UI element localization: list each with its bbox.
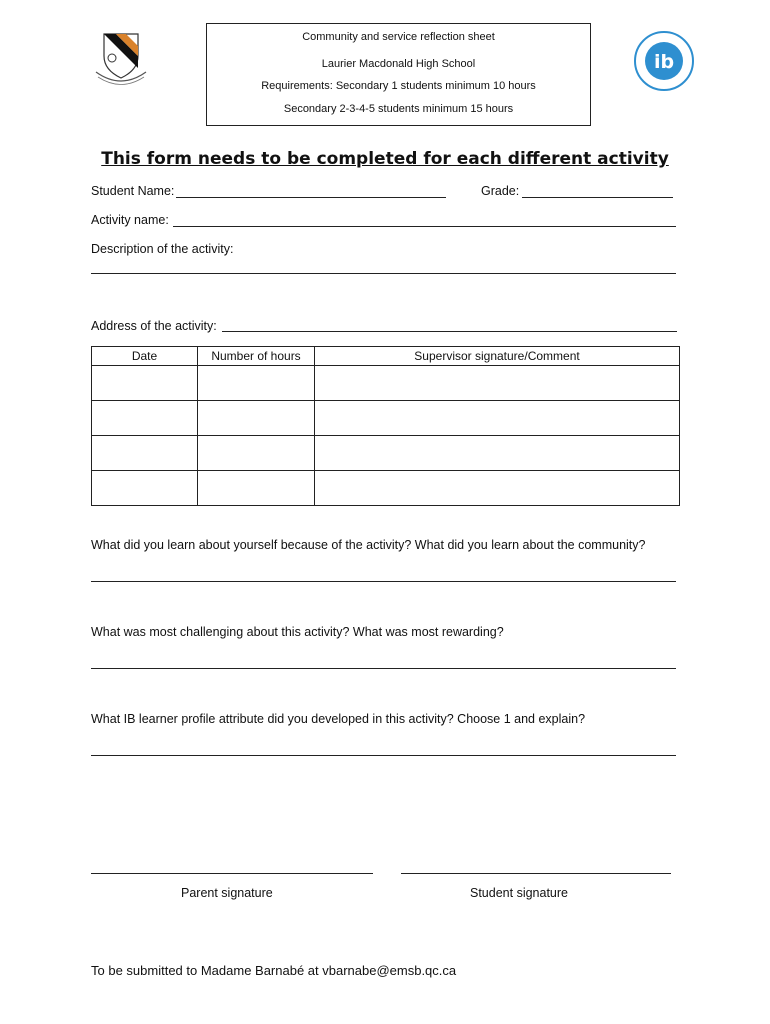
supervisor-cell[interactable] [315,401,680,436]
date-cell[interactable] [92,471,198,506]
date-cell[interactable] [92,401,198,436]
supervisor-cell[interactable] [315,436,680,471]
grade-line[interactable] [522,197,673,198]
description-label: Description of the activity: [91,242,234,256]
answer-learn-line[interactable] [91,581,676,582]
header-title: Community and service reflection sheet [302,31,495,43]
question-challenging: What was most challenging about this activity? What was most rewarding? [91,625,504,639]
student-name-line[interactable] [176,197,446,198]
student-signature-line[interactable] [401,873,671,874]
table-row [92,436,680,471]
requirement-secondary-2-5: Secondary 2-3-4-5 students minimum 15 hours [283,103,514,115]
question-learn: What did you learn about yourself because of the activity? What did you learn about the community? [91,538,646,552]
question-ib-attribute: What IB learner profile attribute did you developed in this activity? Choose 1 and explain? [91,712,586,726]
table-row [92,366,680,401]
address-line[interactable] [222,331,677,332]
form-title: This form needs to be completed for each different activity [101,149,669,169]
date-column-header: Date [92,347,198,366]
student-name-label: Student Name: [91,184,175,198]
school-name: Laurier Macdonald High School [321,58,476,70]
parent-signature-label: Parent signature [181,886,273,900]
school-crest-logo [90,28,152,88]
table-row [92,401,680,436]
student-signature-label: Student signature [470,886,568,900]
table-row [92,471,680,506]
address-label: Address of the activity: [91,319,217,333]
requirement-secondary-1: Requirements: Secondary 1 students minimum 10 hours [261,80,536,92]
hours-cell[interactable] [198,471,315,506]
hours-cell[interactable] [198,436,315,471]
hours-cell[interactable] [198,401,315,436]
ib-logo [632,30,696,92]
grade-label: Grade: [481,184,520,198]
date-cell[interactable] [92,366,198,401]
activity-name-line[interactable] [173,226,676,227]
supervisor-cell[interactable] [315,366,680,401]
parent-signature-line[interactable] [91,873,373,874]
description-line[interactable] [91,273,676,274]
date-cell[interactable] [92,436,198,471]
hours-cell[interactable] [198,366,315,401]
table-header-row [92,347,680,366]
supervisor-column-header: Supervisor signature/Comment [315,347,680,366]
activity-name-label: Activity name: [91,213,169,227]
header-box [206,23,591,126]
submission-note: To be submitted to Madame Barnabé at vbarnabe@emsb.qc.ca [91,963,457,978]
supervisor-cell[interactable] [315,471,680,506]
hours-column-header: Number of hours [198,347,315,366]
svg-text:ib: ib [653,51,675,73]
answer-challenging-line[interactable] [91,668,676,669]
answer-ib-attribute-line[interactable] [91,755,676,756]
activity-hours-table [91,346,680,506]
